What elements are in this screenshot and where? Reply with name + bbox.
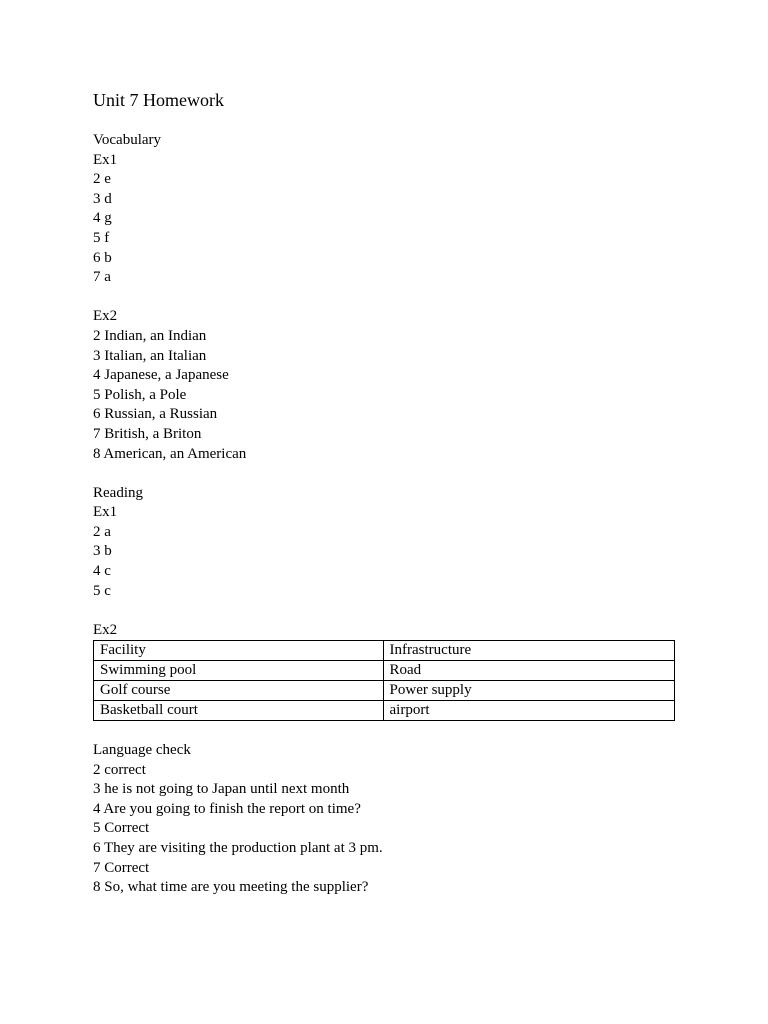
answer-line: 5 f xyxy=(93,229,110,246)
facility-infrastructure-table xyxy=(93,640,675,721)
answer-line: 3 b xyxy=(93,543,112,560)
spacer xyxy=(93,464,693,484)
table-row xyxy=(94,681,675,701)
table-cell: Swimming pool xyxy=(94,661,384,681)
document-title: Unit 7 Homework xyxy=(93,90,224,110)
answer-line: 3 Italian, an Italian xyxy=(93,347,207,364)
table-cell: Basketball court xyxy=(94,701,384,721)
answer-line: 2 e xyxy=(93,171,111,188)
answer-line: 8 American, an American xyxy=(93,445,247,462)
answer-line: 7 Correct xyxy=(93,859,150,876)
table-row xyxy=(94,661,675,681)
answer-line: 5 Polish, a Pole xyxy=(93,386,187,403)
table-header-cell: Infrastructure xyxy=(383,641,674,661)
answer-line: 6 b xyxy=(93,249,112,266)
spacer xyxy=(93,601,693,621)
spacer xyxy=(93,288,693,308)
exercise-label: Ex2 xyxy=(93,308,118,325)
table-row xyxy=(94,701,675,721)
section-heading-language-check: Language check xyxy=(93,742,191,759)
spacer xyxy=(93,721,693,741)
answer-line: 2 a xyxy=(93,523,111,540)
table-cell: Golf course xyxy=(94,681,384,701)
answer-line: 5 c xyxy=(93,582,111,599)
exercise-label: Ex2 xyxy=(93,621,118,638)
answer-line: 4 g xyxy=(93,210,112,227)
table-cell: Power supply xyxy=(383,681,674,701)
answer-line: 4 Are you going to finish the report on time? xyxy=(93,800,361,817)
reading-section xyxy=(93,484,693,722)
answer-line: 3 he is not going to Japan until next month xyxy=(93,781,350,798)
answer-line: 6 Russian, a Russian xyxy=(93,406,218,423)
answer-line: 4 c xyxy=(93,563,111,580)
answer-line: 7 British, a Briton xyxy=(93,425,202,442)
answer-line: 3 d xyxy=(93,190,112,207)
answer-line: 2 correct xyxy=(93,761,146,778)
table-cell: Road xyxy=(383,661,674,681)
answer-line: 6 They are visiting the production plant at 3 pm. xyxy=(93,840,383,856)
table-cell: airport xyxy=(383,701,674,721)
answer-line: 7 a xyxy=(93,269,111,286)
exercise-label: Ex1 xyxy=(93,151,118,168)
answer-line: 5 Correct xyxy=(93,820,150,837)
section-heading-reading: Reading xyxy=(93,484,143,501)
table-header-cell: Facility xyxy=(94,641,384,661)
exercise-label: Ex1 xyxy=(93,504,118,521)
answer-line: 8 So, what time are you meeting the supplier? xyxy=(93,879,369,896)
answer-line: 2 Indian, an Indian xyxy=(93,327,207,344)
language-check-section xyxy=(93,741,693,898)
vocabulary-section xyxy=(93,131,693,464)
answer-line: 4 Japanese, a Japanese xyxy=(93,367,229,384)
section-heading-vocabulary: Vocabulary xyxy=(93,132,162,148)
table-header-row xyxy=(94,641,675,661)
document-page xyxy=(93,88,693,898)
